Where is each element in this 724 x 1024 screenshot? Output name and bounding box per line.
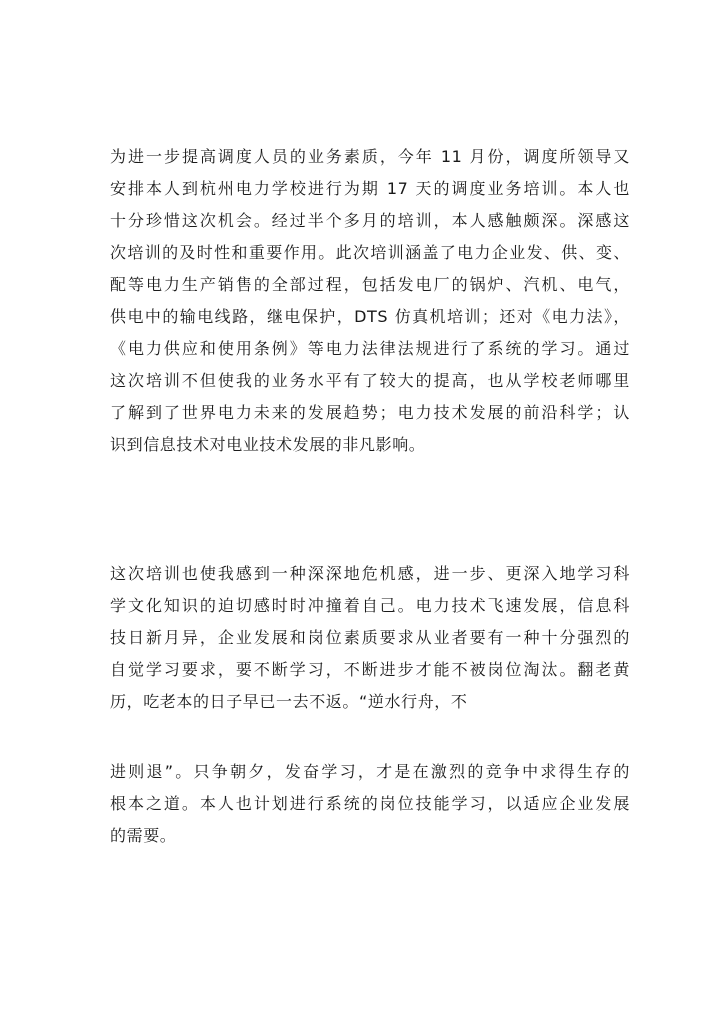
text-line: 安排本人到杭州电力学校进行为期 17 天的调度业务培训。本人也	[110, 179, 630, 198]
text-line: 次培训的及时性和重要作用。此次培训涵盖了电力企业发、供、变、	[110, 243, 630, 262]
paragraph-training-summary	[110, 141, 630, 461]
text-line: 《电力供应和使用条例》等电力法律法规进行了系统的学习。通过	[110, 339, 630, 358]
paragraph-conclusion	[110, 756, 630, 852]
text-line: 技日新月异，企业发展和岗位素质要求从业者要有一种十分强烈的	[110, 628, 630, 647]
text-line: 学文化知识的迫切感时时冲撞着自己。电力技术飞速发展，信息科	[110, 596, 630, 615]
text-line: 十分珍惜这次机会。经过半个多月的培训，本人感触颇深。深感这	[110, 211, 630, 230]
text-line: 这次培训不但使我的业务水平有了较大的提高，也从学校老师哪里	[110, 371, 630, 390]
text-line: 了解到了世界电力未来的发展趋势；电力技术发展的前沿科学；认	[110, 403, 630, 422]
text-line: 的需要。	[110, 826, 177, 845]
text-line: 配等电力生产销售的全部过程，包括发电厂的锅炉、汽机、电气，	[110, 275, 630, 294]
text-line: 历，吃老本的日子早已一去不返。“逆水行舟，不	[110, 692, 468, 711]
text-line: 识到信息技术对电业技术发展的非凡影响。	[110, 435, 426, 454]
text-line: 这次培训也使我感到一种深深地危机感，进一步、更深入地学习科	[110, 564, 630, 583]
text-line: 进则退”。只争朝夕，发奋学习，才是在激烈的竞争中求得生存的	[110, 762, 630, 781]
text-line: 根本之道。本人也计划进行系统的岗位技能学习，以适应企业发展	[110, 794, 630, 813]
paragraph-sense-of-crisis	[110, 558, 630, 718]
text-line: 为进一步提高调度人员的业务素质，今年 11 月份，调度所领导又	[110, 147, 630, 166]
text-line: 自觉学习要求，要不断学习，不断进步才能不被岗位淘汰。翻老黄	[110, 660, 630, 679]
text-line: 供电中的输电线路，继电保护，DTS 仿真机培训；还对《电力法》，	[110, 307, 630, 326]
